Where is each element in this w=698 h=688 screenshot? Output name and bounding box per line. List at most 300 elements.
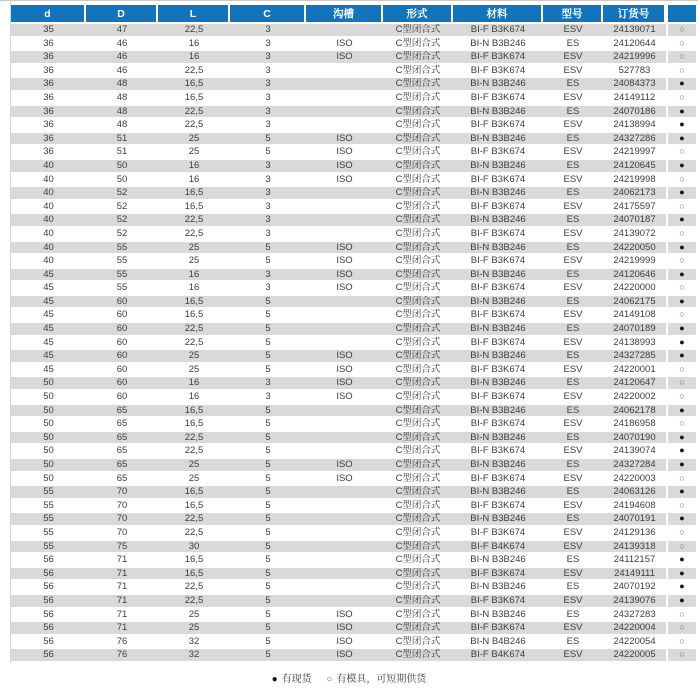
availability-cell <box>666 636 696 650</box>
cell-D: 71 <box>86 581 158 595</box>
cell-form: C型闭合式 <box>383 432 453 446</box>
cell-D: 71 <box>86 554 158 568</box>
cell-groove: ISO <box>306 255 383 269</box>
cell-form: C型闭合式 <box>383 581 453 595</box>
cell-C: 3 <box>230 269 306 283</box>
cell-D: 52 <box>86 201 158 215</box>
cell-C: 3 <box>230 160 306 174</box>
cell-L: 16,5 <box>158 296 230 310</box>
availability-cell <box>666 473 696 487</box>
cell-C: 5 <box>230 146 306 160</box>
cell-material: BI-F B4K674 <box>453 649 543 663</box>
table-row <box>11 174 696 188</box>
cell-C: 5 <box>230 473 306 487</box>
filled-circle-icon: ● <box>679 486 685 497</box>
table-row <box>11 364 696 378</box>
cell-form: C型闭合式 <box>383 364 453 378</box>
cell-d: 56 <box>11 609 86 623</box>
availability-cell <box>666 486 696 500</box>
cell-D: 65 <box>86 445 158 459</box>
cell-C: 5 <box>230 595 306 609</box>
cell-model: ES <box>543 405 603 419</box>
cell-C: 5 <box>230 622 306 636</box>
open-circle-icon: ○ <box>679 499 685 510</box>
cell-groove <box>306 581 383 595</box>
cell-groove <box>306 24 383 38</box>
cell-d: 50 <box>11 405 86 419</box>
cell-model: ESV <box>543 418 603 432</box>
filled-circle-icon: ● <box>679 554 685 565</box>
filled-circle-icon: ● <box>679 132 685 143</box>
cell-model: ESV <box>543 255 603 269</box>
cell-groove: ISO <box>306 377 383 391</box>
cell-L: 22,5 <box>158 527 230 541</box>
cell-order-no: 24149111 <box>603 568 666 582</box>
cell-L: 16,5 <box>158 187 230 201</box>
table-row <box>11 296 696 310</box>
availability-cell <box>666 445 696 459</box>
table-row <box>11 51 696 65</box>
availability-cell <box>666 391 696 405</box>
cell-C: 5 <box>230 541 306 555</box>
cell-order-no: 527783 <box>603 65 666 79</box>
cell-L: 22,5 <box>158 106 230 120</box>
cell-L: 16 <box>158 38 230 52</box>
cell-order-no: 24175597 <box>603 201 666 215</box>
open-circle-icon: ○ <box>679 91 685 102</box>
cell-model: ES <box>543 323 603 337</box>
cell-C: 5 <box>230 418 306 432</box>
open-circle-icon: ○ <box>679 391 685 402</box>
cell-form: C型闭合式 <box>383 609 453 623</box>
cell-model: ES <box>543 636 603 650</box>
cell-form: C型闭合式 <box>383 146 453 160</box>
cell-material: BI-F B3K674 <box>453 51 543 65</box>
cell-material: BI-F B3K674 <box>453 309 543 323</box>
cell-order-no: 24062173 <box>603 187 666 201</box>
cell-model: ES <box>543 513 603 527</box>
table-row <box>11 201 696 215</box>
cell-d: 40 <box>11 174 86 188</box>
cell-form: C型闭合式 <box>383 622 453 636</box>
cell-form: C型闭合式 <box>383 78 453 92</box>
cell-L: 22,5 <box>158 595 230 609</box>
cell-C: 3 <box>230 187 306 201</box>
cell-order-no: 24149108 <box>603 309 666 323</box>
cell-order-no: 24070189 <box>603 323 666 337</box>
cell-C: 5 <box>230 405 306 419</box>
cell-material: BI-F B3K674 <box>453 255 543 269</box>
cell-D: 60 <box>86 296 158 310</box>
cell-material: BI-F B4K674 <box>453 541 543 555</box>
cell-D: 71 <box>86 568 158 582</box>
cell-L: 16,5 <box>158 554 230 568</box>
cell-model: ES <box>543 432 603 446</box>
cell-C: 3 <box>230 65 306 79</box>
cell-D: 60 <box>86 350 158 364</box>
cell-material: BI-F B3K674 <box>453 24 543 38</box>
filled-circle-icon: ● <box>679 513 685 524</box>
cell-model: ES <box>543 609 603 623</box>
cell-model: ESV <box>543 473 603 487</box>
cell-d: 36 <box>11 38 86 52</box>
cell-groove <box>306 119 383 133</box>
cell-material: BI-N B3B246 <box>453 581 543 595</box>
cell-groove <box>306 418 383 432</box>
cell-order-no: 24112157 <box>603 554 666 568</box>
cell-order-no: 24139318 <box>603 541 666 555</box>
cell-order-no: 24120647 <box>603 377 666 391</box>
cell-material: BI-N B3B246 <box>453 405 543 419</box>
cell-material: BI-N B3B246 <box>453 459 543 473</box>
cell-d: 56 <box>11 554 86 568</box>
cell-model: ES <box>543 269 603 283</box>
cell-L: 22,5 <box>158 337 230 351</box>
availability-cell <box>666 92 696 106</box>
cell-D: 60 <box>86 309 158 323</box>
cell-L: 16,5 <box>158 92 230 106</box>
filled-circle-icon: ● <box>679 78 685 89</box>
cell-d: 36 <box>11 78 86 92</box>
cell-order-no: 24149112 <box>603 92 666 106</box>
cell-L: 25 <box>158 473 230 487</box>
cell-C: 3 <box>230 92 306 106</box>
filled-circle-icon: ● <box>679 119 685 130</box>
cell-material: BI-N B3B246 <box>453 609 543 623</box>
cell-L: 30 <box>158 541 230 555</box>
cell-material: BI-F B3K674 <box>453 174 543 188</box>
cell-D: 60 <box>86 323 158 337</box>
cell-L: 16 <box>158 282 230 296</box>
availability-cell <box>666 350 696 364</box>
availability-cell <box>666 609 696 623</box>
cell-model: ESV <box>543 92 603 106</box>
cell-d: 45 <box>11 337 86 351</box>
cell-L: 16,5 <box>158 418 230 432</box>
column-header-groove: 沟槽 <box>306 5 383 24</box>
cell-model: ES <box>543 486 603 500</box>
legend-in-stock-label: 有现货 <box>281 674 312 685</box>
cell-groove: ISO <box>306 174 383 188</box>
table-row <box>11 432 696 446</box>
availability-cell <box>666 242 696 256</box>
cell-L: 16,5 <box>158 568 230 582</box>
cell-form: C型闭合式 <box>383 133 453 147</box>
cell-material: BI-N B3B246 <box>453 214 543 228</box>
table-row <box>11 282 696 296</box>
cell-material: BI-F B3K674 <box>453 418 543 432</box>
cell-C: 5 <box>230 364 306 378</box>
cell-form: C型闭合式 <box>383 282 453 296</box>
table-body <box>11 24 696 663</box>
open-circle-icon: ○ <box>679 37 685 48</box>
cell-model: ES <box>543 242 603 256</box>
cell-d: 35 <box>11 24 86 38</box>
cell-material: BI-N B3B246 <box>453 432 543 446</box>
cell-form: C型闭合式 <box>383 649 453 663</box>
filled-circle-icon: ● <box>679 336 685 347</box>
table-row <box>11 160 696 174</box>
cell-groove: ISO <box>306 51 383 65</box>
cell-d: 55 <box>11 513 86 527</box>
cell-L: 25 <box>158 459 230 473</box>
cell-groove: ISO <box>306 473 383 487</box>
cell-C: 3 <box>230 282 306 296</box>
cell-L: 16 <box>158 174 230 188</box>
column-header-L: L <box>158 5 230 24</box>
cell-d: 56 <box>11 622 86 636</box>
cell-model: ES <box>543 214 603 228</box>
filled-circle-icon: ● <box>679 445 685 456</box>
cell-order-no: 24220000 <box>603 282 666 296</box>
table-row <box>11 38 696 52</box>
cell-form: C型闭合式 <box>383 554 453 568</box>
cell-D: 65 <box>86 432 158 446</box>
table-row <box>11 609 696 623</box>
cell-form: C型闭合式 <box>383 174 453 188</box>
cell-C: 3 <box>230 201 306 215</box>
cell-model: ES <box>543 459 603 473</box>
cell-material: BI-F B3K674 <box>453 364 543 378</box>
open-circle-icon: ○ <box>679 200 685 211</box>
cell-D: 70 <box>86 486 158 500</box>
table-row <box>11 309 696 323</box>
cell-d: 45 <box>11 323 86 337</box>
cell-L: 22,5 <box>158 513 230 527</box>
availability-cell <box>666 296 696 310</box>
table-row <box>11 541 696 555</box>
cell-d: 45 <box>11 350 86 364</box>
cell-C: 3 <box>230 174 306 188</box>
table-row <box>11 473 696 487</box>
cell-order-no: 24219999 <box>603 255 666 269</box>
cell-C: 5 <box>230 350 306 364</box>
cell-model: ESV <box>543 24 603 38</box>
open-circle-icon: ○ <box>679 173 685 184</box>
cell-material: BI-F B3K674 <box>453 65 543 79</box>
column-header-model: 型号 <box>543 5 603 24</box>
column-header-form: 形式 <box>383 5 453 24</box>
cell-model: ES <box>543 106 603 120</box>
table-row <box>11 214 696 228</box>
cell-form: C型闭合式 <box>383 228 453 242</box>
cell-order-no: 24138994 <box>603 119 666 133</box>
legend-mold-label: 有模具，可短期供货 <box>336 674 427 685</box>
cell-order-no: 24139072 <box>603 228 666 242</box>
cell-C: 3 <box>230 38 306 52</box>
table-row <box>11 459 696 473</box>
cell-L: 22,5 <box>158 214 230 228</box>
filled-circle-icon: ● <box>679 567 685 578</box>
cell-groove: ISO <box>306 242 383 256</box>
cell-d: 55 <box>11 527 86 541</box>
cell-d: 36 <box>11 146 86 160</box>
cell-order-no: 24220050 <box>603 242 666 256</box>
filled-circle-icon: ● <box>679 268 685 279</box>
cell-form: C型闭合式 <box>383 405 453 419</box>
cell-C: 5 <box>230 459 306 473</box>
filled-circle-icon: ● <box>679 350 685 361</box>
cell-material: BI-F B3K674 <box>453 92 543 106</box>
cell-order-no: 24070187 <box>603 214 666 228</box>
cell-d: 50 <box>11 377 86 391</box>
availability-cell <box>666 38 696 52</box>
cell-material: BI-F B3K674 <box>453 568 543 582</box>
cell-d: 50 <box>11 445 86 459</box>
cell-groove <box>306 296 383 310</box>
cell-form: C型闭合式 <box>383 377 453 391</box>
cell-form: C型闭合式 <box>383 513 453 527</box>
cell-groove: ISO <box>306 391 383 405</box>
cell-form: C型闭合式 <box>383 269 453 283</box>
cell-D: 51 <box>86 146 158 160</box>
cell-D: 60 <box>86 391 158 405</box>
cell-form: C型闭合式 <box>383 636 453 650</box>
cell-material: BI-N B3B246 <box>453 377 543 391</box>
cell-groove: ISO <box>306 282 383 296</box>
cell-order-no: 24063126 <box>603 486 666 500</box>
cell-d: 55 <box>11 486 86 500</box>
cell-D: 55 <box>86 269 158 283</box>
cell-groove <box>306 486 383 500</box>
column-header-C: C <box>230 5 306 24</box>
cell-material: BI-F B3K674 <box>453 445 543 459</box>
availability-cell <box>666 78 696 92</box>
cell-L: 16,5 <box>158 405 230 419</box>
cell-C: 5 <box>230 337 306 351</box>
cell-C: 3 <box>230 228 306 242</box>
cell-material: BI-F B3K674 <box>453 622 543 636</box>
cell-model: ESV <box>543 391 603 405</box>
filled-circle-icon: ● <box>271 674 278 685</box>
cell-groove: ISO <box>306 269 383 283</box>
open-circle-icon: ○ <box>679 377 685 388</box>
cell-material: BI-N B3B246 <box>453 554 543 568</box>
cell-model: ES <box>543 133 603 147</box>
cell-groove <box>306 323 383 337</box>
cell-material: BI-N B3B246 <box>453 513 543 527</box>
cell-model: ESV <box>543 500 603 514</box>
cell-order-no: 24219998 <box>603 174 666 188</box>
cell-material: BI-N B3B246 <box>453 160 543 174</box>
cell-model: ES <box>543 554 603 568</box>
availability-cell <box>666 309 696 323</box>
column-header-order-no: 订货号 <box>603 5 666 24</box>
cell-C: 3 <box>230 391 306 405</box>
table-row <box>11 269 696 283</box>
cell-order-no: 24220005 <box>603 649 666 663</box>
cell-material: BI-N B3B246 <box>453 133 543 147</box>
availability-cell <box>666 622 696 636</box>
cell-material: BI-F B3K674 <box>453 391 543 405</box>
product-table <box>11 5 696 663</box>
legend-in-stock <box>272 674 312 685</box>
availability-cell <box>666 364 696 378</box>
cell-groove <box>306 337 383 351</box>
availability-cell <box>666 160 696 174</box>
availability-cell <box>666 595 696 609</box>
availability-cell <box>666 541 696 555</box>
filled-circle-icon: ● <box>679 323 685 334</box>
cell-d: 50 <box>11 432 86 446</box>
availability-cell <box>666 214 696 228</box>
cell-C: 5 <box>230 568 306 582</box>
cell-L: 25 <box>158 133 230 147</box>
cell-material: BI-N B3B246 <box>453 78 543 92</box>
cell-material: BI-F B3K674 <box>453 282 543 296</box>
cell-D: 71 <box>86 622 158 636</box>
table-row <box>11 595 696 609</box>
open-circle-icon: ○ <box>679 227 685 238</box>
cell-L: 25 <box>158 364 230 378</box>
cell-L: 16,5 <box>158 486 230 500</box>
cell-d: 56 <box>11 581 86 595</box>
cell-order-no: 24327286 <box>603 133 666 147</box>
cell-form: C型闭合式 <box>383 323 453 337</box>
cell-d: 55 <box>11 541 86 555</box>
cell-C: 5 <box>230 309 306 323</box>
cell-form: C型闭合式 <box>383 242 453 256</box>
cell-groove <box>306 78 383 92</box>
cell-C: 5 <box>230 649 306 663</box>
cell-groove: ISO <box>306 459 383 473</box>
column-header-D: D <box>86 5 158 24</box>
cell-model: ES <box>543 350 603 364</box>
cell-D: 70 <box>86 527 158 541</box>
availability-cell <box>666 459 696 473</box>
open-circle-icon: ○ <box>679 64 685 75</box>
cell-form: C型闭合式 <box>383 445 453 459</box>
cell-d: 40 <box>11 187 86 201</box>
availability-cell <box>666 228 696 242</box>
availability-cell <box>666 323 696 337</box>
cell-C: 3 <box>230 24 306 38</box>
cell-groove <box>306 554 383 568</box>
cell-groove: ISO <box>306 350 383 364</box>
cell-d: 36 <box>11 133 86 147</box>
cell-groove: ISO <box>306 146 383 160</box>
open-circle-icon: ○ <box>679 635 685 646</box>
cell-d: 40 <box>11 214 86 228</box>
availability-legend <box>0 670 698 685</box>
cell-groove <box>306 445 383 459</box>
cell-C: 5 <box>230 432 306 446</box>
open-circle-icon: ○ <box>679 649 685 660</box>
open-circle-icon: ○ <box>679 540 685 551</box>
cell-D: 75 <box>86 541 158 555</box>
cell-d: 36 <box>11 51 86 65</box>
cell-material: BI-N B4B246 <box>453 636 543 650</box>
cell-form: C型闭合式 <box>383 500 453 514</box>
cell-groove <box>306 106 383 120</box>
cell-order-no: 24138993 <box>603 337 666 351</box>
column-header-d: d <box>11 5 86 24</box>
cell-form: C型闭合式 <box>383 187 453 201</box>
cell-order-no: 24139076 <box>603 595 666 609</box>
table-row <box>11 24 696 38</box>
cell-groove: ISO <box>306 622 383 636</box>
availability-cell <box>666 513 696 527</box>
cell-material: BI-F B3K674 <box>453 473 543 487</box>
cell-groove <box>306 500 383 514</box>
availability-cell <box>666 568 696 582</box>
cell-D: 76 <box>86 636 158 650</box>
cell-order-no: 24220001 <box>603 364 666 378</box>
cell-L: 16,5 <box>158 201 230 215</box>
cell-groove: ISO <box>306 364 383 378</box>
cell-order-no: 24327284 <box>603 459 666 473</box>
cell-material: BI-N B3B246 <box>453 486 543 500</box>
